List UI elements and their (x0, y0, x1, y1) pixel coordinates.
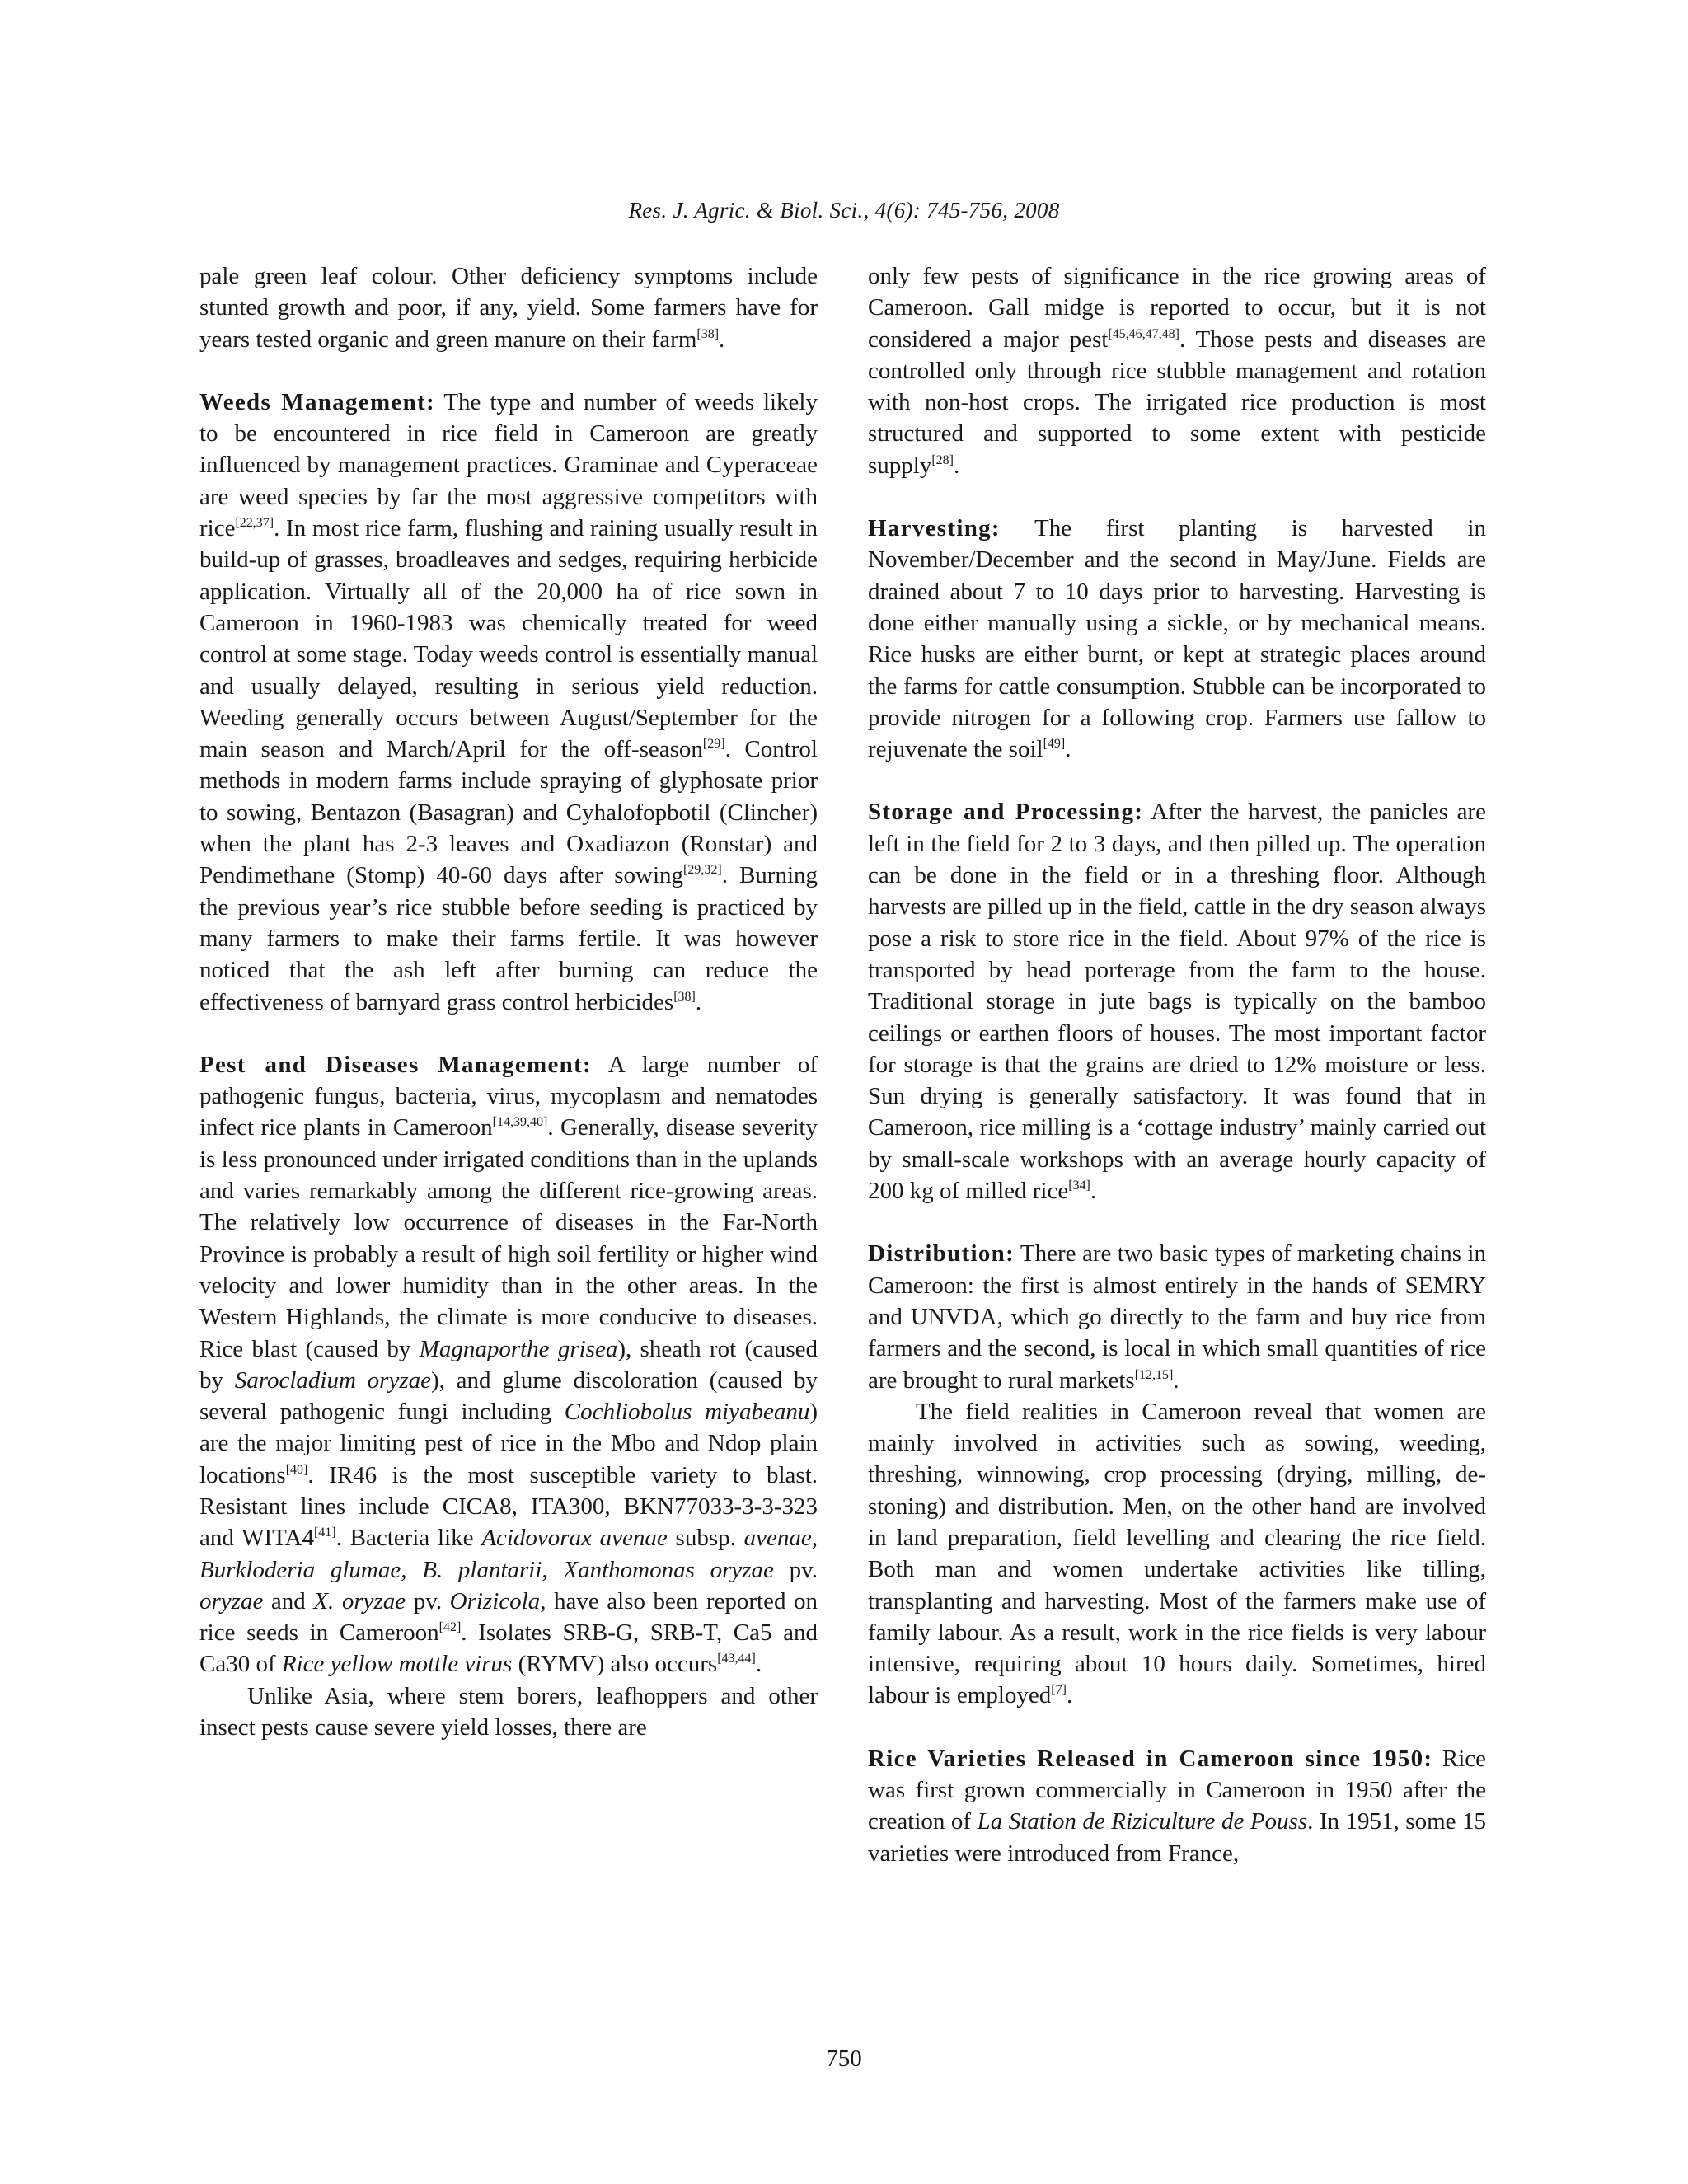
section-rice-varieties: Rice Varieties Released in Cameroon since 1950: Rice was first grown commercially in Cameroon in 1950 after the creation of La Station de Riziculture de Pouss. In 1951, some 15 varieties were introduced from France, (868, 1745, 1487, 1867)
citation: [7] (1051, 1683, 1067, 1698)
section-heading: Storage and Processing: (868, 799, 1144, 826)
paragraph-gender-roles: The field realities in Cameroon reveal that women are mainly involved in activities such as sowing, weeding, threshing, winnowing, crop processing (drying, milling, de-stoning) and distribution. Men, on the other hand are involved in land preparation, field levelling and clearing the rice field. Both man and women undertake activities like tilling, transplanting and harvesting. Most of the farmers make use of family labour. As a result, work in the rice fields is very labour intensive, requiring about 10 hours daily. Sometimes, hired labour is employed[7]. (868, 1398, 1486, 1709)
citation: [14,39,40] (492, 1115, 548, 1130)
citation: [22,37] (235, 516, 274, 531)
page-number: 750 (826, 2046, 862, 2072)
section-harvesting: Harvesting: The first planting is harvested in November/December and the second in May/June. Fields are drained about 7 to 10 days prior to harvesting. Harvesting is done either manually using a sickle, or by mechanical means. Rice husks are either burnt, or kept at strategic places around the farms for cattle consumption. Stubble can be incorporated to provide nitrogen for a following crop. Farmers use fallow to rejuvenate the soil[49]. (868, 515, 1486, 763)
citation: [41] (313, 1526, 336, 1540)
section-storage-processing: Storage and Processing: After the harvest, the panicles are left in the field for 2 to 3 days, and then pilled up. The operation can be done in the field or in a threshing floor. Although harvests are pilled up in the field, cattle in the dry season always pose a risk to store rice in the field. About 97% of the rice is transported by head porterage from the farm to the house. Traditional storage in jute bags is typically on the bamboo ceilings or earthen floors of houses. The most important factor for storage is that the grains are dried to 12% moisture or less. Sun drying is generally satisfactory. It was found that in Cameroon, rice milling is a ‘cottage industry’ mainly carried out by small-scale workshops with an average hourly capacity of 200 kg of milled rice[34]. (868, 799, 1486, 1205)
section-weeds-management: Weeds Management: The type and number of weeds likely to be encountered in rice field in Cameroon are greatly influenced by management practices. Graminae and Cyperaceae are weed species by far the most aggressive competitors with rice[22,37]. In most rice farm, flushing and raining usually result in build-up of grasses, broadleaves and sedges, requiring herbicide application. Virtually all of the 20,000 ha of rice sown in Cameroon in 1960-1983 was chemically treated for weed control at some stage. Today weeds control is essentially manual and usually delayed, resulting in serious yield reduction. Weeding generally occurs between August/September for the main season and March/April for the off-season[29]. Control methods in modern farms include spraying of glyphosate prior to sowing, Bentazon (Basagran) and Cyhalofopbotil (Clincher) when the plant has 2-3 leaves and Oxadiazon (Ronstar) and Pendimethane (Stomp) 40-60 days after sowing[29,32]. Burning the previous year’s rice stubble before seeding is practiced by many farmers to make their farms fertile. It was however noticed that the ash left after burning can reduce the effectiveness of barnyard grass control herbicides[38]. (199, 388, 818, 1015)
section-heading: Distribution: (868, 1240, 1015, 1268)
section-heading: Rice Varieties Released in Cameroon since 1950: (868, 1745, 1433, 1772)
citation: [49] (1043, 737, 1066, 752)
paragraph-deficiency: pale green leaf colour. Other deficiency symptoms include stunted growth and poor, if any, yield. Some farmers have for years tested organic and green manure on their farm[38]. (199, 263, 818, 353)
citation: [12,15] (1134, 1367, 1174, 1382)
citation: [38] (696, 326, 720, 341)
section-heading: Pest and Diseases Management: (199, 1051, 592, 1078)
citation: [29,32] (683, 863, 722, 878)
paragraph-asia-pests: Unlike Asia, where stem borers, leafhoppers and other insect pests cause severe yield losses, there are (199, 1682, 818, 1741)
section-heading: Harvesting: (868, 515, 1001, 542)
left-column (199, 260, 818, 1743)
citation: [29] (702, 737, 725, 752)
right-column (868, 260, 1486, 1869)
section-pest-diseases: Pest and Diseases Management: A large number of pathogenic fungus, bacteria, virus, mycoplasm and nematodes infect rice plants in Cameroon[14,39,40]. Generally, disease severity is less pronounced under irrigated conditions than in the uplands and varies remarkably among the different rice-growing areas. The relatively low occurrence of diseases in the Far-North Province is probably a result of high soil fertility or higher wind velocity and lower humidity than in the other areas. In the Western Highlands, the climate is more conducive to diseases. Rice blast (caused by Magnaporthe grisea), sheath rot (caused by Sarocladium oryzae), and glume discoloration (caused by several pathogenic fungi including Cochliobolus miyabeanu) are the major limiting pest of rice in the Mbo and Ndop plain locations[40]. IR46 is the most susceptible variety to blast. Resistant lines include CICA8, ITA300, BKN77033-3-3-323 and WITA4[41]. Bacteria like Acidovorax avenae subsp. avenae, Burkloderia glumae, B. plantarii, Xanthomonas oryzae pv. oryzae and X. oryzae pv. Orizicola, have also been reported on rice seeds in Cameroon[42]. Isolates SRB-G, SRB-T, Ca5 and Ca30 of Rice yellow mottle virus (RYMV) also occurs[43,44]. (199, 1051, 818, 1678)
citation: [42] (438, 1620, 462, 1635)
paragraph-pests-continued: only few pests of significance in the rice growing areas of Cameroon. Gall midge is reported to occur, but it is not considered a major pest[45,46,47,48]. Those pests and diseases are controlled only through rice stubble management and rotation with non-host crops. The irrigated rice production is most structured and supported to some extent with pesticide supply[28]. (868, 263, 1487, 479)
citation: [28] (931, 452, 954, 467)
citation: [38] (673, 989, 696, 1004)
section-heading: Weeds Management: (199, 388, 435, 415)
section-distribution: Distribution: There are two basic types of marketing chains in Cameroon: the first is almost entirely in the hands of SEMRY and UNVDA, which go directly to the farm and buy rice from farmers and the second, is local in which small quantities of rice are brought to rural markets[12,15]. (868, 1240, 1486, 1394)
citation: [34] (1068, 1179, 1090, 1193)
citation: [43,44] (717, 1652, 756, 1666)
running-header: Res. J. Agric. & Biol. Sci., 4(6): 745-756, 2008 (628, 198, 1060, 223)
citation: [40] (285, 1462, 308, 1477)
citation: [45,46,47,48] (1108, 326, 1179, 341)
